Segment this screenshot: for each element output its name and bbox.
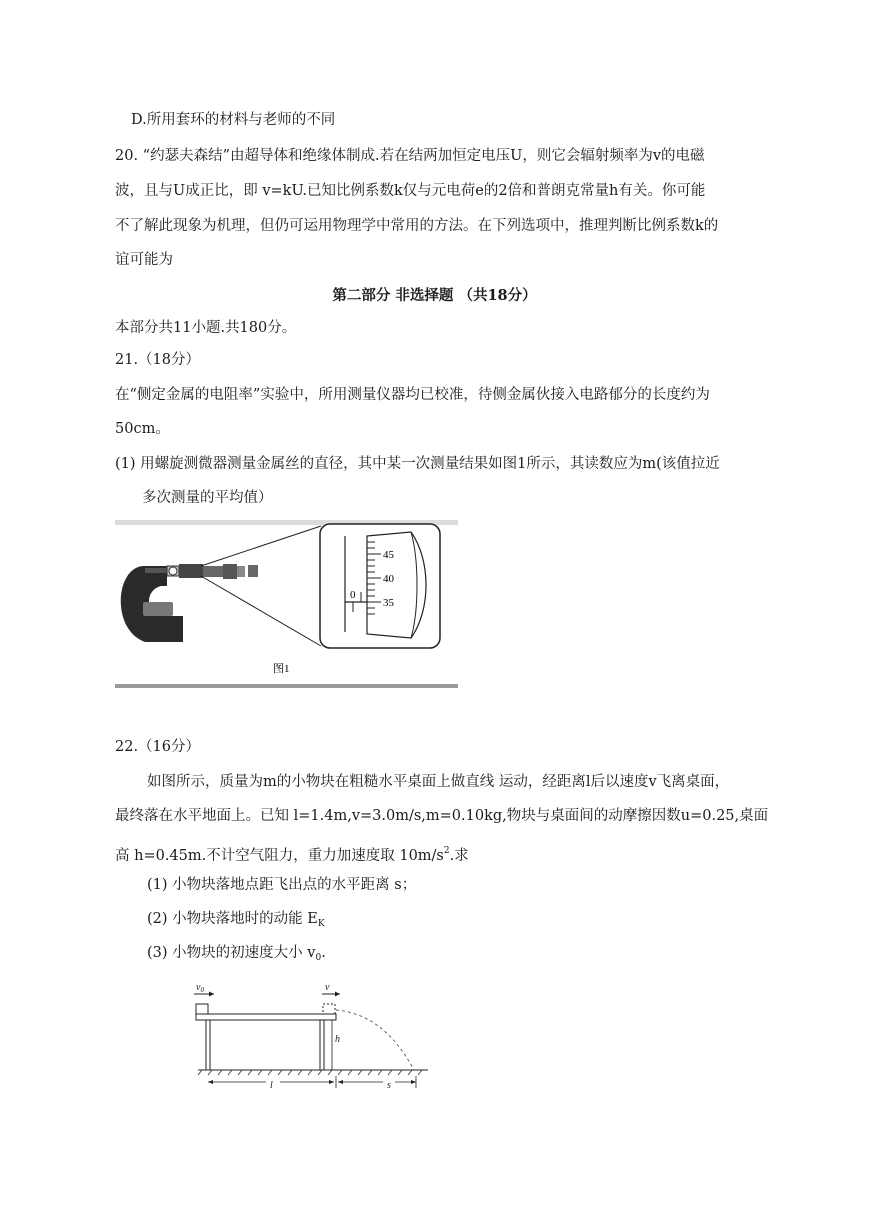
thimble-label-35: 35 bbox=[383, 597, 394, 609]
q20-line-2: 波，且与U成正比，即 v=kU.已知比例系数k仅与元电荷e的2倍和普朗克常量h有关。你可能 bbox=[115, 183, 706, 199]
q21-part1-line-2: 多次测量的平均值） bbox=[142, 490, 273, 506]
q21-part1-line-1: (1) 用螺旋测微器测量金属丝的直径，其中某一次测量结果如图1所示，其读数应为m(该值拉近 bbox=[115, 456, 720, 472]
micrometer-figure bbox=[115, 520, 458, 692]
s-label: s bbox=[387, 1080, 391, 1091]
q22-sub-2: (2) 小物块落地时的动能 $E_K$ bbox=[147, 911, 325, 929]
q22-sub-3: (3) 小物块的初速度大小 $v_0$. bbox=[147, 945, 326, 963]
section-heading: 第二部分 非选择题 （共18分） bbox=[332, 287, 537, 304]
figure1-caption: 图1 bbox=[273, 663, 290, 675]
q22-line-3: 高 h=0.45m.不计空气阻力，重力加速度取 $10m/s^2$.求 bbox=[115, 846, 469, 864]
h-label: h bbox=[335, 1034, 340, 1045]
q21-line-1: 在“侧定金属的电阻率”实验中，所用测量仪器均已校准，待侧金属伙接入电路郁分的长度约为 bbox=[115, 387, 710, 403]
thimble-label-45: 45 bbox=[383, 549, 394, 561]
q22-sub-1: (1) 小物块落地点距飞出点的水平距离 s； bbox=[147, 877, 417, 893]
q22-line-1: 如图所示，质量为m的小物块在粗糙水平桌面上做直线 运动，经距离l后以速度v飞离桌面， bbox=[147, 774, 730, 790]
v0-label: $v_0$ bbox=[196, 982, 204, 994]
section-note: 本部分共11小题.共180分。 bbox=[115, 320, 297, 336]
l-label: l bbox=[270, 1080, 273, 1091]
sleeve-label-0: 0 bbox=[350, 589, 356, 601]
q21-line-2: 50cm。 bbox=[115, 421, 170, 437]
q20-line-4: 谊可能为 bbox=[115, 252, 173, 268]
v-label: v bbox=[325, 982, 330, 993]
thimble-label-40: 40 bbox=[383, 573, 394, 585]
q22-title: 22.（16分） bbox=[115, 739, 201, 755]
q19-option-d: D.所用套环的材料与老师的不同 bbox=[131, 112, 336, 128]
q21-title: 21.（18分） bbox=[115, 352, 201, 368]
q22-line-2: 最终落在水平地面上。已知 l=1.4m,v=3.0m/s,m=0.10kg,物块与桌面间的动摩擦因数u=0.25,桌面 bbox=[115, 808, 769, 824]
q20-line-3: 不了解此现象为机理，但仍可运用物理学中常用的方法。在下列选项中，推理判断比例系数k的 bbox=[115, 218, 719, 234]
q20-line-1: 20. “约瑟夫森结”由超导体和绝缘体制成.若在结两加恒定电压U，则它会辐射频率为v的电磁 bbox=[115, 148, 705, 164]
table-projectile-figure bbox=[188, 980, 438, 1092]
